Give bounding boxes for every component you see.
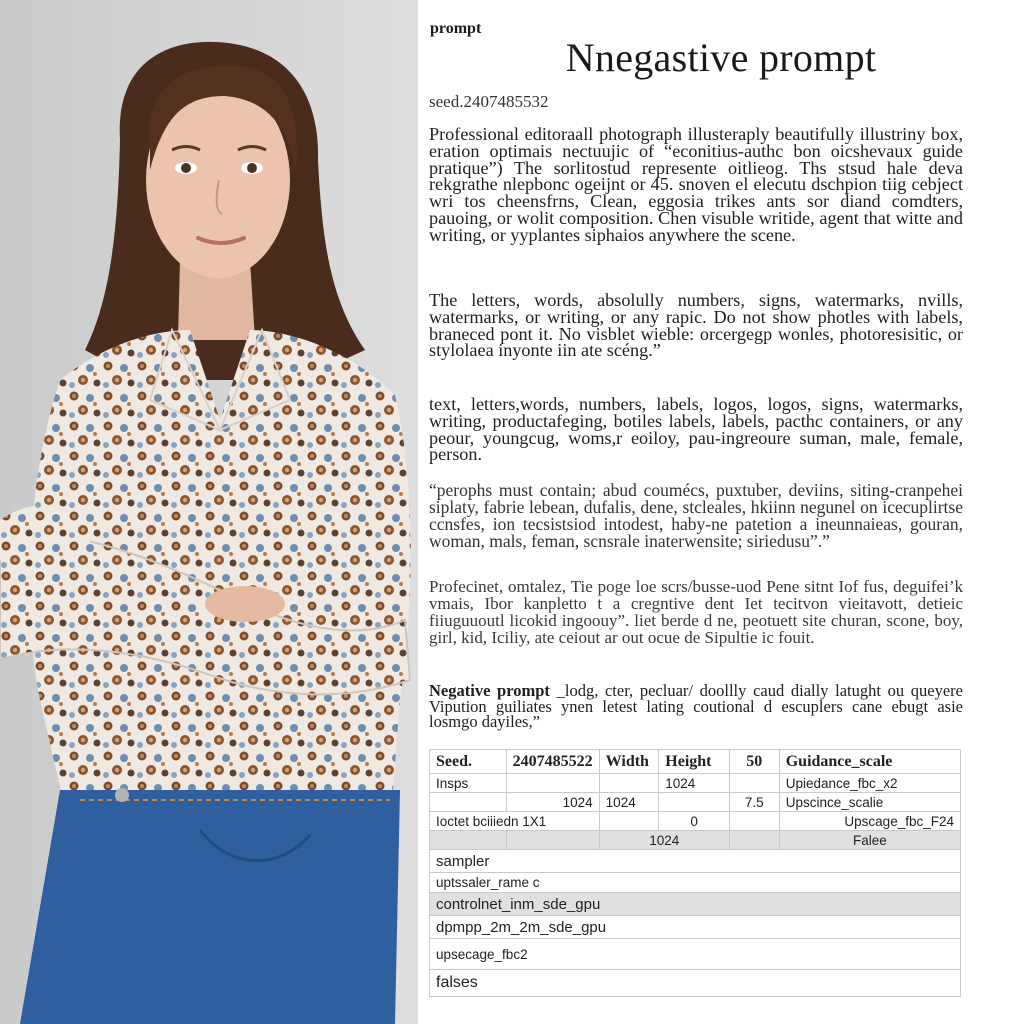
table-cell: Insps — [430, 774, 507, 793]
table-row — [430, 831, 961, 850]
table-cell: dpmpp_2m_2m_sde_gpu — [430, 916, 961, 939]
prompt-label: prompt — [430, 20, 482, 37]
prompt-paragraph-4: “perophs must contain; abud coumécs, puxtuber, deviins, siting-cranpehei siplaty, fabrie lebean, dufalis, dene, stcleales, hkiinn negunel on icecuplirtse ccnsfes, ion tecsistsiod intodest, haby-ne patetion a ineunnaieas, gouran, woman, mals, feman, scnsrale inaterwensite; siriedusu”.” — [429, 480, 963, 551]
table-cell: Upscage_fbc_F24 — [779, 812, 960, 831]
table-cell: controlnet_inm_sde_gpu — [430, 893, 961, 916]
negative-prompt-label: Negative prompt — [429, 681, 550, 700]
table-cell: upsecage_fbc2 — [430, 939, 961, 970]
table-row — [430, 893, 961, 916]
table-cell: 1024 — [599, 831, 729, 850]
table-cell: 1024 — [599, 793, 659, 812]
table-row — [430, 916, 961, 939]
table-cell — [599, 812, 659, 831]
prompt-paragraph-1: Professional editoraall photograph illusteraply beautifully illustriny box, eration optimais nectuujic of “econitius-authc bon oicshevaux guide pratique”) The sorlitostud represente oitlieog. Ths stsud hale deva rekgrathe nlepbonc ogeijnt or 45. snoven el elecutu dschpion tiig cebject wri tos cheensfrns, Clean, eggosia trikes ants sor diand comdters, pauoing, or wolit composition. Chen visuble writide, agent that witte and writing, or yyplantes siphaios anywhere the scene. — [429, 124, 963, 245]
negative-prompt-paragraph — [429, 683, 963, 730]
table-cell: 50 — [729, 750, 779, 774]
negative-prompt-text: _lodg, cter, pecluar/ doollly caud dially latught ou queyere Vipution guiliates ynen letest lating coutional d escuplers cane ebugt asie losmgo dayiles,” — [429, 681, 963, 731]
table-row — [430, 939, 961, 970]
table-cell: Ioctet bciiiedn 1X1 — [430, 812, 600, 831]
table-cell: Upiedance_fbc_x2 — [779, 774, 960, 793]
table-row — [430, 750, 961, 774]
page-title: Nnegastive prompt — [565, 35, 877, 80]
table-cell — [729, 774, 779, 793]
table-row — [430, 850, 961, 873]
prompt-paragraph-3: text, letters,words, numbers, labels, logos, logos, signs, watermarks, writing, productafeging, botiles labels, labels, pacthc containers, or any peour, youngcug, woms,r eoiloy, pau-ingreoure suman, male, female, person. — [429, 394, 963, 465]
table-cell — [729, 812, 779, 831]
table-row — [430, 774, 961, 793]
table-cell: 1024 — [506, 793, 599, 812]
table-cell: 1024 — [659, 774, 730, 793]
table-row — [430, 873, 961, 893]
table-cell — [599, 774, 659, 793]
seed-line: seed.2407485532 — [429, 92, 549, 111]
table-row — [430, 970, 961, 997]
table-cell: falses — [430, 970, 961, 997]
prompt-paragraph-2: The letters, words, absolully numbers, signs, watermarks, nvills, watermarks, or writing, or any rapic. Do not show photles with labels, braneced pont it. No visblet wieble: orcergegp wonles, photoresisitic, or stylolaea inyonte iin ate scéng.” — [429, 290, 963, 361]
table-cell — [430, 793, 507, 812]
table-cell — [506, 774, 599, 793]
table-cell: Guidance_scale — [779, 750, 960, 774]
table-cell — [659, 793, 730, 812]
table-row — [430, 793, 961, 812]
table-cell: 2407485522 — [506, 750, 599, 774]
table-cell: Height — [659, 750, 730, 774]
portrait-photo — [0, 0, 418, 1024]
prompt-paragraph-5: Profecinet, omtalez, Tie poge loe scrs/busse-uod Pene sitnt Iof fus, deguifei’k vmais, Ibor kanpletto t a cregntive dent Iet tecitvon vieitavott, detieic fiiuguuoutl licokid ingoouy”. liet berde d ne, peotuett site churan, scone, boy, girl, kid, Iciliy, ate ceiout ar out ocue de Sipultie ic fouit. — [429, 577, 963, 647]
table-cell: Upscince_scalie — [779, 793, 960, 812]
table-cell: 0 — [659, 812, 730, 831]
table-row — [430, 812, 961, 831]
parameter-table — [429, 749, 961, 997]
table-cell: 7.5 — [729, 793, 779, 812]
table-cell: sampler — [430, 850, 961, 873]
table-cell — [506, 831, 599, 850]
table-cell: uptssaler_rame c — [430, 873, 961, 893]
table-cell: Falee — [779, 831, 960, 850]
table-cell — [729, 831, 779, 850]
table-cell: Seed. — [430, 750, 507, 774]
portrait-illustration — [0, 0, 418, 1024]
prompt-panel — [418, 0, 1024, 1024]
table-cell — [430, 831, 507, 850]
table-cell: Width — [599, 750, 659, 774]
